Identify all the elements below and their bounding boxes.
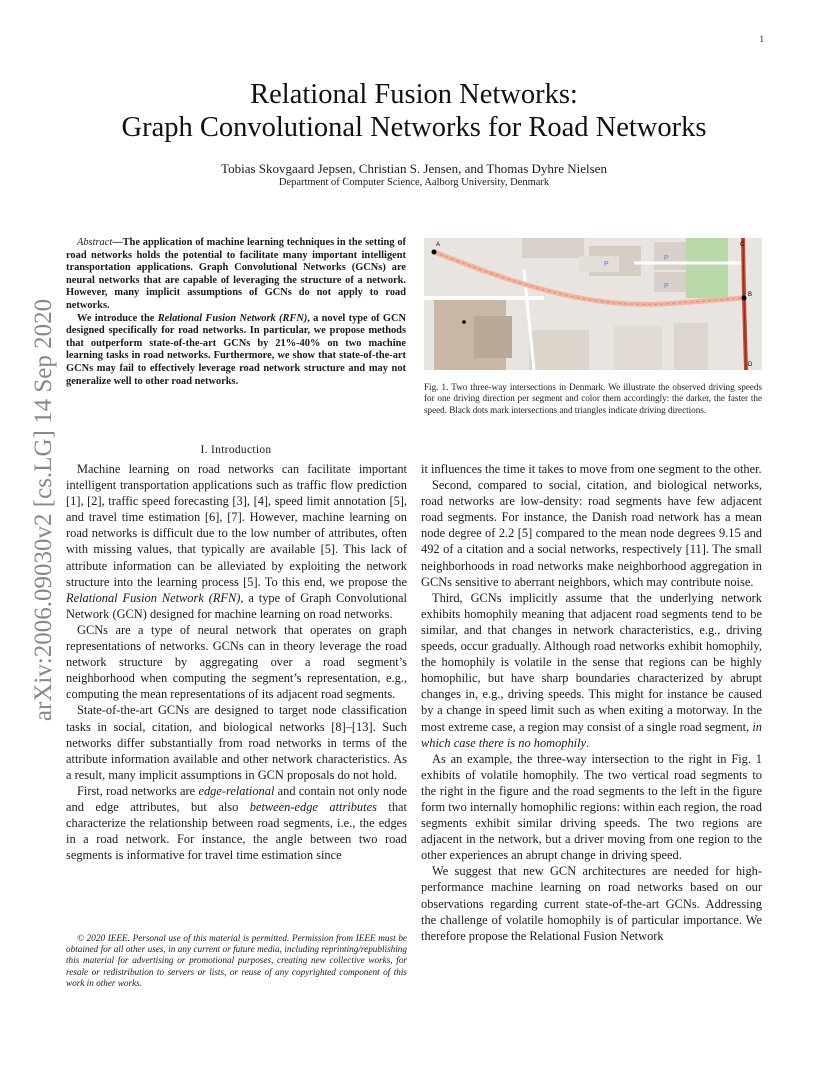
point-label-a: A xyxy=(436,242,441,248)
road-map-illustration xyxy=(424,238,762,370)
figure-map xyxy=(424,238,762,370)
copyright-notice: © 2020 IEEE. Personal use of this material is permitted. Permission from IEEE must be obtained for all other uses, in any current or future media, including reprinting/republishing this material for advertising or promotional purposes, creating new collective works, for resale or redistribution to servers or lists, or reuse of any copyrighted component of this work in other works. xyxy=(66,933,407,988)
point-label-c: C xyxy=(740,242,745,248)
point-label-d: D xyxy=(748,362,753,368)
intro-p4-em1: edge-relational xyxy=(198,783,275,798)
intro-p4-c: that characterize the relationship between road segments, i.e., the edges in a road network. For instance, the angle between two road segments is informative for travel time estimation since xyxy=(66,799,407,863)
right-p2-em: in which case there is no homophily xyxy=(421,719,762,750)
abstract-p2-b: , a novel type of GCN designed specifically for road networks. In particular, we propose methods that outperform state-of-the-art GCNs by 21%-40% on two machine learning tasks in road networks. Furthermore, we show that state-of-the-art GCNs may fail to effectively leverage road network structure and may not generalize well to other road networks. xyxy=(66,312,406,387)
intro-paragraph-1 xyxy=(66,461,407,622)
abstract-p2-em: Relational Fusion Network (RFN) xyxy=(157,312,308,324)
abstract xyxy=(66,237,406,388)
parking-label-1: P xyxy=(604,261,609,268)
parking-label-3: P xyxy=(664,283,669,290)
right-paragraph-1: Second, compared to social, citation, and biological networks, road networks are low-density: road segments have few adjacent road segments. For instance, the Danish road network has a mean node degree of 2.2 [5] compared to the mean node degrees 9.15 and 492 of a citation and a social networks, respectively [11]. The small neighborhoods in road networks make neighborhood aggregation in GCNs sensitive to aberrant neighbors, which may contribute noise. xyxy=(421,478,762,589)
authors: Tobias Skovgaard Jepsen, Christian S. Jensen, and Thomas Dyhre Nielsen xyxy=(221,161,607,176)
page-number: 1 xyxy=(759,34,764,44)
arxiv-stamp: arXiv:2006.09030v2 [cs.LG] 14 Sep 2020 xyxy=(30,298,57,722)
right-paragraph-3: As an example, the three-way intersection to the right in Fig. 1 exhibits of volatile homophily. The two vertical road segments to the right in the figure and the road segments to the left in the figure form two internally homophilic regions: within each region, the road segments exhibit similar driving speeds. The two regions are adjacent in the network, but a driver moving from one region to the other experiences an abrupt change in driving speed. xyxy=(421,751,762,863)
left-column xyxy=(66,461,407,863)
affiliation: Department of Computer Science, Aalborg University, Denmark xyxy=(278,177,550,188)
point-label-b: B xyxy=(748,292,753,298)
title-line-2: Graph Convolutional Networks for Road Networks xyxy=(121,112,707,143)
paper-title xyxy=(0,78,828,144)
intro-p4-em2: between-edge attributes xyxy=(249,799,377,814)
intro-p1-b: , a type of Graph Convolutional Network (GCN) designed for machine learning on road networks. xyxy=(66,590,407,621)
right-paragraph-4: We suggest that new GCN architectures are needed for high-performance machine learning on road networks based on our observations regarding current state-of-the-art GCNs. Addressing the challenge of volatile homophily is of particular importance. We therefore propose the Relational Fusion Network xyxy=(421,864,762,943)
right-p2-a: Third, GCNs implicitly assume that the underlying network exhibits homophily meaning that adjacent road segments tend to be similar, and that changes in network characteristics, e.g., driving speeds, occur gradually. Although road networks exhibit homophily, the homophily is volatile in the sense that regions can be highly homophilic, but have sharp boundaries characterized by abrupt changes in, e.g., driving speeds. This might for instance be caused by a change in speed limit such as when exiting a motorway. In the most extreme case, a region may consist of a single road segment, xyxy=(421,590,762,734)
arxiv-sidebar xyxy=(20,290,68,730)
figure-caption: Fig. 1. Two three-way intersections in Denmark. We illustrate the observed driving speeds for one driving direction per segment and color them accordingly: the darker, the faster the speed. Black dots mark intersections and triangles indicate driving directions. xyxy=(424,382,762,415)
intro-paragraph-2: GCNs are a type of neural network that operates on graph representations of networks. GCNs can in theory leverage the road network structure by aggregating over a road segment’s neighborhood when computing the segment’s representation, e.g., computing the mean representations of its adjacent road segments. xyxy=(66,622,407,702)
right-p2-b: . xyxy=(586,735,590,750)
intro-p4-a: First, road networks are xyxy=(77,783,199,798)
section-heading: I. Introduction xyxy=(200,444,272,456)
abstract-p1: —The application of machine learning techniques in the setting of road networks holds the potential to facilitate many important intelligent transportation applications. Graph Convolutional Networks (GCNs) are neural networks that are capable of leveraging the structure of a network. However, many implicit assumptions of GCNs do not apply to road networks. xyxy=(66,237,406,311)
intro-p1-em: Relational Fusion Network (RFN) xyxy=(66,590,241,605)
intro-p1-a: Machine learning on road networks can facilitate important intelligent transportation applications such as traffic flow prediction [1], [2], traffic speed forecasting [3], [4], speed limit annotation [5], and travel time estimation [6], [7]. However, machine learning on road networks is difficult due to the low number of attributes, often with missing values, that typically are available [5]. This lack of attribute information can be alleviated by exploiting the network structure into the learning process [5]. To this end, we propose the xyxy=(66,462,407,589)
right-continuation: it influences the time it takes to move from one segment to the other. xyxy=(421,462,762,476)
right-paragraph-2 xyxy=(421,590,762,751)
intro-paragraph-3: State-of-the-art GCNs are designed to target node classification tasks in social, citation, and biological networks [8]–[13]. Such networks differ substantially from road networks in terms of the attribute information available and other network characteristics. As a result, many implicit assumptions in GCN proposals do not hold. xyxy=(66,703,407,782)
title-line-1: Relational Fusion Networks: xyxy=(250,79,578,110)
right-column xyxy=(421,461,762,944)
intro-paragraph-4 xyxy=(66,783,407,863)
abstract-label: Abstract xyxy=(77,237,113,248)
intro-p4-b: and contain not only node and edge attributes, but also xyxy=(66,783,408,814)
abstract-p2-a: We introduce the xyxy=(77,312,158,324)
parking-label-2: P xyxy=(664,255,669,262)
